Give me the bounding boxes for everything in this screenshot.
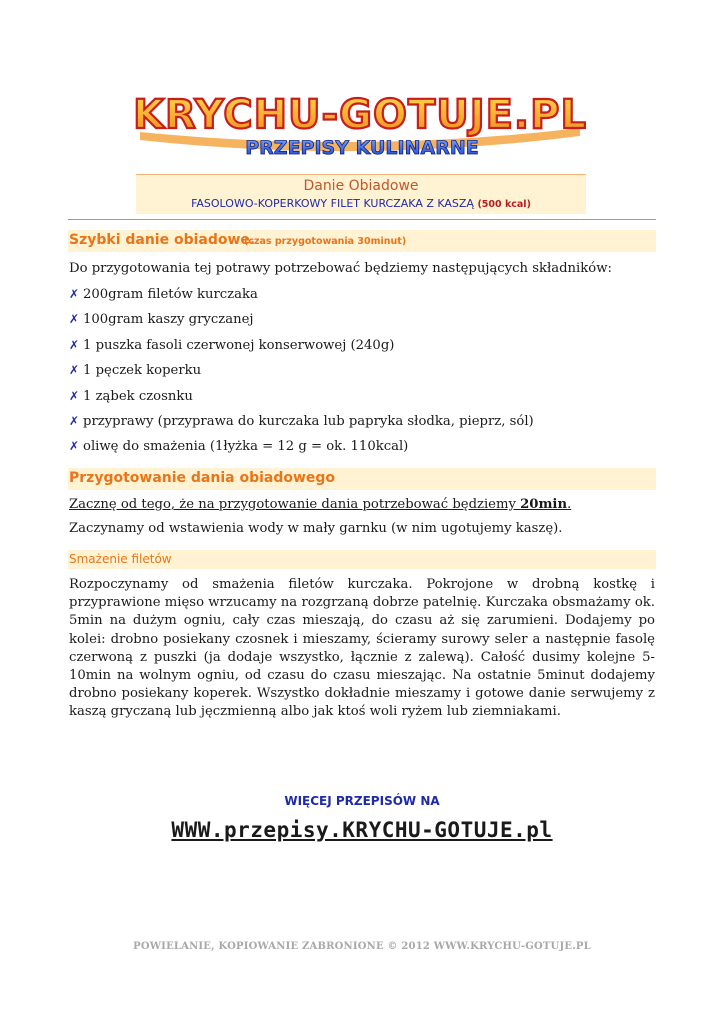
prep-time-line: Zacznę od tego, że na przygotowanie dania potrzebować będziemy 20min.: [69, 497, 572, 512]
section-heading-quick: Szybki danie obiadowe.: [69, 232, 256, 248]
section-preparation: [68, 468, 656, 490]
list-item: ✗ oliwę do smażenia (1łyżka = 12 g = ok. 110kcal): [69, 439, 409, 455]
cross-mark-icon: ✗: [69, 363, 80, 378]
cross-mark-icon: ✗: [69, 287, 80, 301]
section-heading-frying: Smażenie filetów: [69, 552, 172, 566]
ingredients-intro: Do przygotowania tej potrawy potrzebować będziemy następujących składników:: [69, 261, 612, 276]
ingredients-list: [69, 285, 534, 463]
cross-mark-icon: ✗: [69, 439, 80, 454]
website-link[interactable]: WWW.przepisy.KRYCHU-GOTUJE.pl: [171, 818, 553, 842]
category-title: Danie Obiadowe: [303, 178, 419, 194]
logo-sub-text: PRZEPISY KULINARNE: [245, 137, 479, 159]
site-logo[interactable]: [130, 84, 590, 164]
list-item: ✗ 1 ząbek czosnku: [69, 388, 193, 404]
cross-mark-icon: ✗: [69, 413, 80, 428]
cross-mark-icon: ✗: [69, 388, 80, 403]
list-item: ✗ 1 puszka fasoli czerwonej konserwowej (240g): [69, 337, 395, 353]
recipe-title: [136, 197, 586, 210]
cross-mark-icon: ✗: [69, 337, 80, 352]
prep-time-note: (czas przygotowania 30minut): [244, 236, 407, 247]
section-quick-dish: [68, 230, 656, 252]
recipe-kcal: (500 kcal): [477, 199, 531, 210]
category-header: [136, 174, 586, 214]
copyright-footer: POWIELANIE, KOPIOWANIE ZABRONIONE © 2012 WWW.KRYCHU-GOTUJE.PL: [133, 941, 591, 952]
list-item: ✗ 100gram kaszy gryczanej: [69, 312, 254, 328]
list-item: ✗ 1 pęczek koperku: [69, 363, 202, 379]
section-frying: [68, 550, 656, 569]
section-heading-preparation: Przygotowanie dania obiadowego: [69, 470, 336, 486]
list-item: ✗ przyprawy (przyprawa do kurczaka lub papryka słodka, pieprz, sól): [69, 413, 534, 429]
more-recipes-label: WIĘCEJ PRZEPISÓW NA: [284, 794, 440, 808]
logo-main-text: KRYCHU-GOTUJE.PL: [133, 92, 587, 138]
frying-paragraph: Rozpoczynamy od smażenia filetów kurczaka. Pokrojone w drobną kostkę i przyprawione mięso wrzucamy na rozgrzaną dobrze patelnię. Kurczaka obsmażamy ok. 5min na dużym ogniu, cały czas mieszają, do czasu aż się zarumieni. Dodajemy po kolei: drobno posiekany czosnek i mieszamy, ścieramy surowy seler a następnie fasolę czerwoną z puszki (ja dodaje wszystko, łącznie z zalewą). Całość dusimy kolejne 5-10min na wolnym ogniu, od czasu do czasu mieszając. Na ostatnie 5minut dodajemy drobno posiekany koperek. Wszystko dokładnie mieszamy i gotowe danie serwujemy z kaszą gryczaną lub jęczmienną albo jak ktoś woli ryżem lub ziemniakami.: [69, 577, 655, 720]
list-item: ✗ 200gram filetów kurczaka: [69, 287, 258, 302]
cross-mark-icon: ✗: [69, 312, 80, 327]
divider: [68, 219, 656, 220]
recipe-name: FASOLOWO-KOPERKOWY FILET KURCZAKA Z KASZĄ: [191, 197, 474, 210]
logo-graphic: [130, 84, 590, 164]
prep-time-value: 20min: [520, 497, 568, 512]
prep-step-water: Zaczynamy od wstawienia wody w mały garnku (w nim ugotujemy kaszę).: [69, 521, 563, 536]
